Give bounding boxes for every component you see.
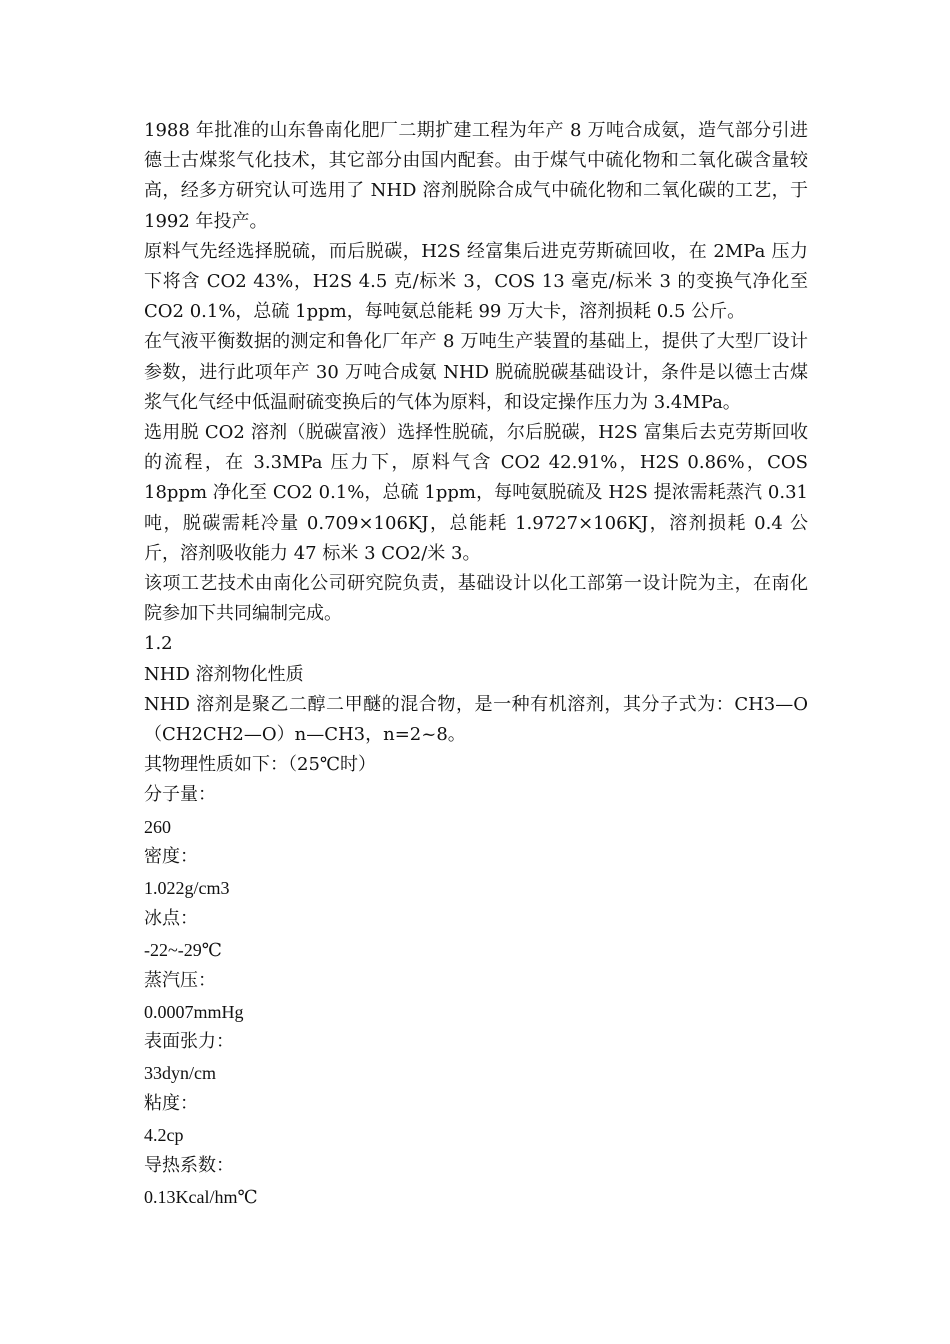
- document-body: [144, 116, 808, 1212]
- property-label-viscosity: 粘度：: [144, 1092, 198, 1114]
- property-value-freezing-point: -22~-29℃: [144, 940, 222, 961]
- paragraph-project-background: 1988 年批准的山东鲁南化肥厂二期扩建工程为年产 8 万吨合成氨，造气部分引进德士古煤浆气化技术，其它部分由国内配套。由于煤气中硫化物和二氧化碳含量较高，经多方研究认可选用了 NHD 溶剂脱除合成气中硫化物和二氧化碳的工艺，于 1992 年投产。: [144, 120, 808, 232]
- property-label-freezing-point: 冰点：: [144, 907, 198, 929]
- property-value-molecular-weight: 260: [144, 816, 171, 837]
- property-value-vapor-pressure: 0.0007mmHg: [144, 1001, 244, 1022]
- property-label-vapor-pressure: 蒸汽压：: [144, 969, 216, 991]
- paragraph-process-flow: 选用脱 CO2 溶剂（脱碳富液）选择性脱硫，尔后脱碳，H2S 富集后去克劳斯回收的流程，在 3.3MPa 压力下，原料气含 CO2 42.91%，H2S 0.86%，COS 18ppm 净化至 CO2 0.1%，总硫 1ppm，每吨氨脱硫及 H2S 提浓需耗蒸汽 0.31 吨，脱碳需耗冷量 0.709×106KJ，总能耗 1.9727×106KJ，溶剂损耗 0.4 公斤，溶剂吸收能力 47 标米 3 CO2/米 3。: [144, 422, 808, 564]
- property-value-thermal-conductivity: 0.13Kcal/hm℃: [144, 1186, 258, 1207]
- paragraph-responsibility: 该项工艺技术由南化公司研究院负责，基础设计以化工部第一设计院为主，在南化院参加下共同编制完成。: [144, 573, 808, 625]
- properties-intro: 其物理性质如下：（25℃时）: [144, 754, 377, 776]
- paragraph-nhd-description: NHD 溶剂是聚乙二醇二甲醚的混合物，是一种有机溶剂，其分子式为：CH3—O（CH2CH2—O）n—CH3，n=2~8。: [144, 693, 808, 746]
- properties-list: [144, 780, 808, 1212]
- section-title: NHD 溶剂物化性质: [144, 663, 304, 685]
- property-label-molecular-weight: 分子量：: [144, 784, 216, 806]
- property-value-viscosity: 4.2cp: [144, 1125, 184, 1146]
- paragraph-design-basis: 在气液平衡数据的测定和鲁化厂年产 8 万吨生产装置的基础上，提供了大型厂设计参数，进行此项年产 30 万吨合成氨 NHD 脱硫脱碳基础设计，条件是以德士古煤浆气化气经中低温耐硫变换后的气体为原料，和设定操作压力为 3.4MPa。: [144, 331, 808, 413]
- property-label-thermal-conductivity: 导热系数：: [144, 1154, 234, 1176]
- property-label-surface-tension: 表面张力：: [144, 1031, 234, 1053]
- section-number: 1.2: [144, 633, 173, 655]
- property-value-density: 1.022g/cm3: [144, 878, 230, 899]
- paragraph-process-summary: 原料气先经选择脱硫，而后脱碳，H2S 经富集后进克劳斯硫回收，在 2MPa 压力下将含 CO2 43%，H2S 4.5 克/标米 3，COS 13 毫克/标米 3 的变换气净化至 CO2 0.1%，总硫 1ppm，每吨氨总能耗 99 万大卡，溶剂损耗 0.5 公斤。: [144, 240, 808, 323]
- property-value-surface-tension: 33dyn/cm: [144, 1063, 216, 1084]
- property-label-density: 密度：: [144, 846, 198, 868]
